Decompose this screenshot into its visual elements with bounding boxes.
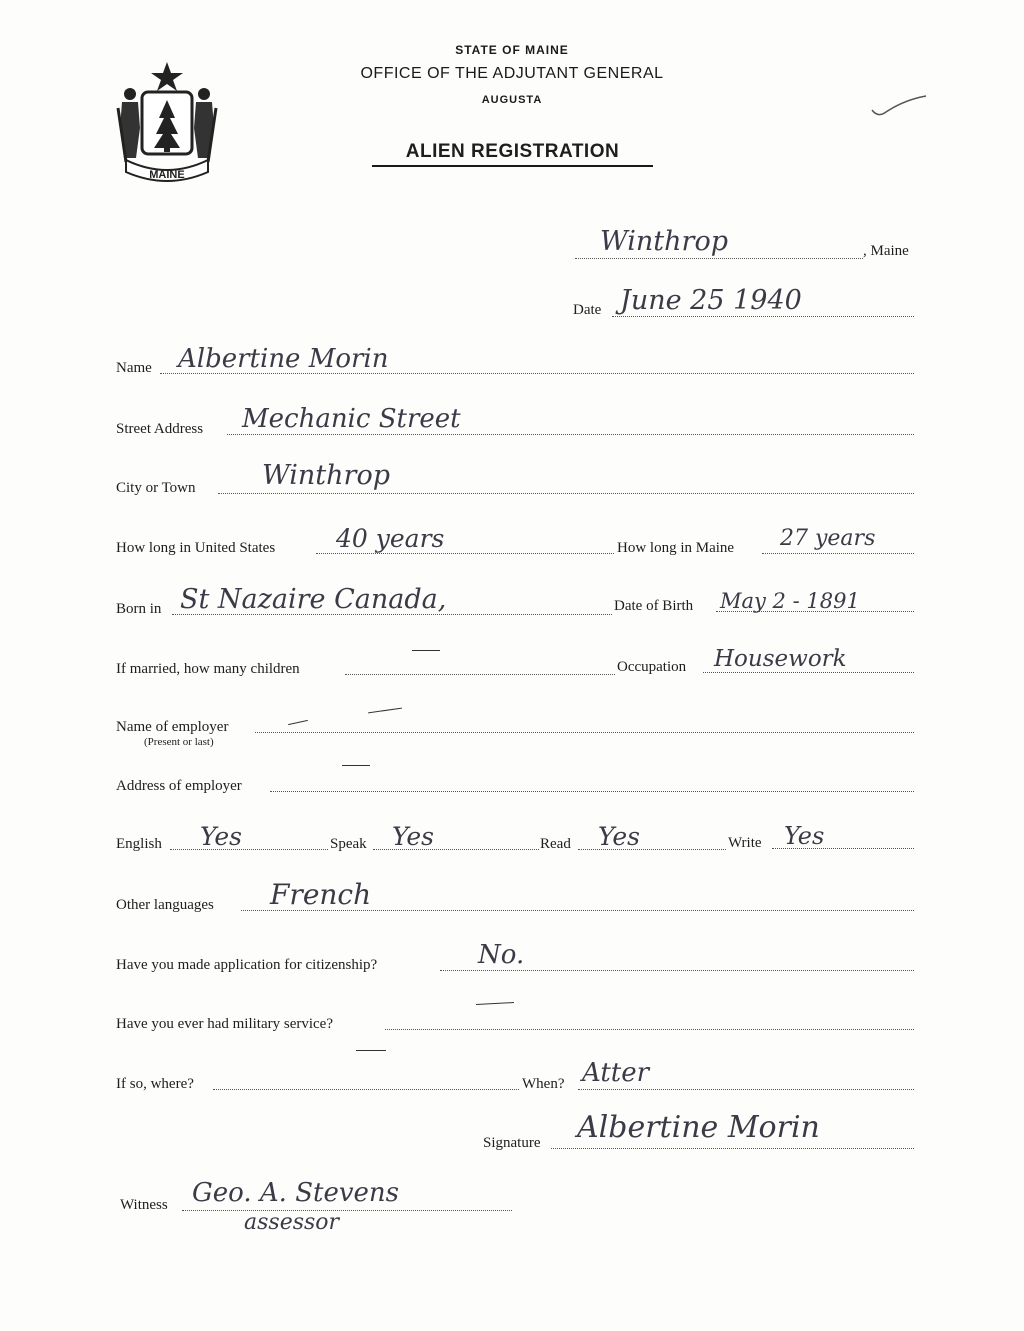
how-long-us-label: How long in United States [116,540,276,556]
witness-title-value: assessor [244,1210,340,1235]
military-line [385,1029,914,1030]
how-long-us-line [316,553,614,554]
born-in-label: Born in [116,601,162,617]
city-line [218,493,914,494]
signature-value: Albertine Morin [577,1110,820,1145]
when-value: Atter [582,1058,650,1088]
where-dash [356,1050,386,1051]
english-label: English [116,836,162,852]
other-languages-label: Other languages [116,897,214,913]
employer-line [255,732,914,733]
how-long-maine-label: How long in Maine [617,540,735,556]
maine-label: , Maine [863,243,909,259]
how-long-us-value: 40 years [336,524,445,553]
town-value: Winthrop [600,226,728,257]
dob-label: Date of Birth [614,598,694,614]
employer-address-line [270,791,914,792]
employer-sublabel: (Present or last) [144,736,214,748]
where-line [213,1089,519,1090]
seal-banner-text: MAINE [149,169,185,181]
read-value: Yes [598,822,640,851]
state-heading: STATE OF MAINE [455,43,569,57]
write-value: Yes [784,822,825,850]
employer-address-label: Address of employer [116,778,242,794]
occupation-label: Occupation [617,659,687,675]
citizenship-line [440,970,914,971]
town-line [575,258,863,259]
employer-address-dash [342,765,370,766]
dob-value: May 2 - 1891 [720,589,860,613]
other-languages-value: French [270,878,372,911]
street-value: Mechanic Street [242,404,461,434]
where-label: If so, where? [116,1076,194,1092]
how-long-maine-value: 27 years [780,526,876,551]
witness-line [182,1210,512,1211]
signature-label: Signature [483,1135,541,1151]
military-label: Have you ever had military service? [116,1016,333,1032]
city-label: City or Town [116,480,196,496]
speak-label: Speak [330,836,367,852]
write-label: Write [728,835,762,851]
children-label: If married, how many children [116,661,300,677]
street-line [227,434,914,435]
form-title: ALIEN REGISTRATION [372,141,653,167]
read-label: Read [540,836,571,852]
street-label: Street Address [116,421,204,437]
when-line [578,1089,914,1090]
employer-dash [368,708,402,714]
children-line [345,674,615,675]
witness-label: Witness [120,1197,168,1213]
occupation-line [703,672,914,673]
signature-line [551,1148,914,1149]
date-value: June 25 1940 [620,285,802,316]
employer-tick [288,720,308,725]
occupation-value: Housework [714,646,847,672]
city-heading: AUGUSTA [481,94,543,106]
when-label: When? [522,1076,565,1092]
english-value: Yes [200,822,242,851]
office-heading: OFFICE OF THE ADJUTANT GENERAL [360,65,664,82]
city-value: Winthrop [262,460,390,491]
children-dash [412,650,440,651]
name-label: Name [116,360,152,376]
born-in-value: St Nazaire Canada, [180,584,447,615]
date-label: Date [573,302,602,318]
citizenship-label: Have you made application for citizenship? [116,957,378,973]
date-line [612,316,914,317]
speak-value: Yes [392,822,434,851]
citizenship-value: No. [478,940,525,970]
how-long-maine-line [762,553,914,554]
checkmark-icon [870,92,930,122]
english-line [170,849,328,850]
military-dash [476,1002,514,1005]
employer-label: Name of employer [116,719,229,735]
name-value: Albertine Morin [178,344,389,374]
witness-value: Geo. A. Stevens [192,1178,399,1208]
